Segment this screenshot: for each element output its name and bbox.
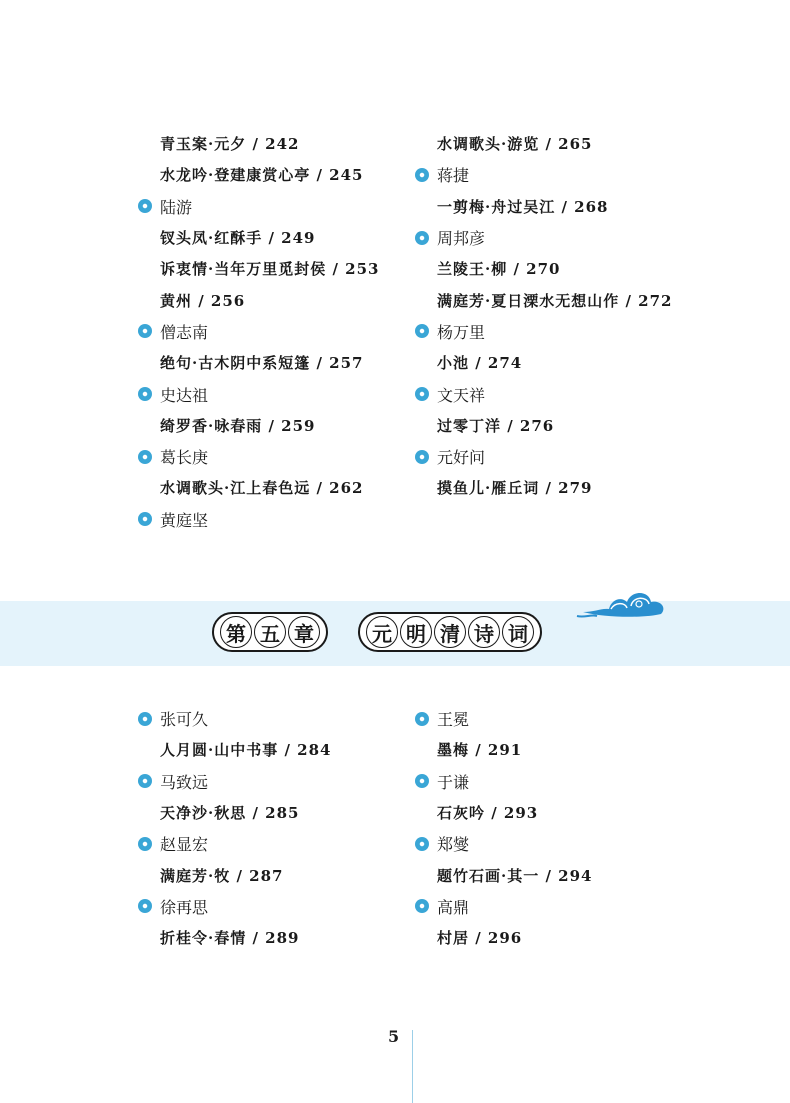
circle-bullet-icon (415, 324, 429, 338)
toc-entry (437, 284, 737, 315)
entry-title: 一剪梅·舟过吴江 / 268 (437, 197, 609, 216)
chapter-heading (212, 612, 542, 652)
entry-title: 人月圆·山中书事 / 284 (160, 741, 332, 760)
toc-entry (437, 347, 737, 378)
entry-title: 题竹石画·其一 / 294 (437, 866, 593, 885)
author-heading (138, 504, 460, 535)
circle-bullet-icon (138, 512, 152, 526)
toc-entry (160, 284, 460, 315)
toc-entry (437, 191, 737, 222)
author-name: 郑燮 (437, 835, 470, 855)
circle-bullet-icon (138, 387, 152, 401)
circle-bullet-icon (415, 774, 429, 788)
author-heading (415, 828, 737, 859)
toc-entry (437, 859, 737, 890)
chapter-title-char: 词 (502, 616, 534, 648)
entry-title: 青玉案·元夕 / 242 (160, 135, 300, 154)
author-name: 王冕 (437, 710, 470, 730)
entry-title: 过零丁洋 / 276 (437, 416, 555, 435)
author-name: 赵显宏 (160, 835, 209, 855)
author-heading (415, 222, 737, 253)
entry-title: 绮罗香·咏春雨 / 259 (160, 416, 316, 435)
entry-title: 水龙吟·登建康赏心亭 / 245 (160, 166, 364, 185)
entry-title: 满庭芳·夏日溧水无想山作 / 272 (437, 291, 673, 310)
author-name: 蒋捷 (437, 166, 470, 186)
toc-entry (437, 472, 737, 503)
toc-entry (437, 128, 737, 159)
cloud-decoration-icon (575, 582, 670, 622)
author-heading (415, 159, 737, 190)
author-heading (138, 766, 460, 797)
page-divider-line (412, 1030, 413, 1103)
author-heading (138, 441, 460, 472)
chapter-number-char: 第 (220, 616, 252, 648)
entry-title: 水调歌头·游览 / 265 (437, 135, 593, 154)
circle-bullet-icon (415, 899, 429, 913)
toc-entry (160, 347, 460, 378)
toc-entry (160, 859, 460, 890)
toc-entry (437, 922, 737, 953)
author-name: 马致远 (160, 772, 209, 792)
circle-bullet-icon (138, 324, 152, 338)
toc-entry (160, 922, 460, 953)
author-heading (138, 378, 460, 409)
chapter-title-char: 清 (434, 616, 466, 648)
author-name: 徐再思 (160, 897, 209, 917)
page-number: 5 (388, 1027, 400, 1046)
circle-bullet-icon (138, 450, 152, 464)
author-name: 陆游 (160, 197, 193, 217)
author-heading (415, 703, 737, 734)
toc-entry (437, 797, 737, 828)
circle-bullet-icon (415, 837, 429, 851)
author-heading (138, 191, 460, 222)
entry-title: 水调歌头·江上春色远 / 262 (160, 479, 364, 498)
toc-bottom-right-column (437, 703, 737, 953)
author-name: 僧志南 (160, 322, 209, 342)
entry-title: 天净沙·秋思 / 285 (160, 804, 300, 823)
author-name: 文天祥 (437, 385, 486, 405)
toc-entry (160, 734, 460, 765)
author-heading (415, 891, 737, 922)
chapter-title-char: 明 (400, 616, 432, 648)
entry-title: 兰陵王·柳 / 270 (437, 260, 561, 279)
entry-title: 绝句·古木阴中系短篷 / 257 (160, 354, 364, 373)
author-heading (138, 316, 460, 347)
circle-bullet-icon (138, 774, 152, 788)
circle-bullet-icon (415, 712, 429, 726)
circle-bullet-icon (138, 199, 152, 213)
entry-title: 墨梅 / 291 (437, 741, 523, 760)
toc-entry (160, 472, 460, 503)
author-name: 元好问 (437, 448, 486, 468)
circle-bullet-icon (138, 837, 152, 851)
circle-bullet-icon (415, 231, 429, 245)
toc-entry (160, 410, 460, 441)
circle-bullet-icon (415, 387, 429, 401)
entry-title: 黄州 / 256 (160, 291, 246, 310)
chapter-number-char: 章 (288, 616, 320, 648)
circle-bullet-icon (415, 450, 429, 464)
entry-title: 折桂令·春情 / 289 (160, 929, 300, 948)
toc-top-right-column (437, 128, 737, 504)
author-name: 于谦 (437, 772, 470, 792)
toc-entry (160, 253, 460, 284)
entry-title: 诉衷情·当年万里觅封侯 / 253 (160, 260, 380, 279)
entry-title: 小池 / 274 (437, 354, 523, 373)
author-heading (415, 766, 737, 797)
author-heading (138, 891, 460, 922)
chapter-number-char: 五 (254, 616, 286, 648)
author-heading (415, 378, 737, 409)
author-name: 黄庭坚 (160, 510, 209, 530)
circle-bullet-icon (138, 899, 152, 913)
author-name: 杨万里 (437, 322, 486, 342)
author-name: 史达祖 (160, 385, 209, 405)
circle-bullet-icon (138, 712, 152, 726)
author-name: 葛长庚 (160, 448, 209, 468)
toc-entry (437, 253, 737, 284)
entry-title: 石灰吟 / 293 (437, 804, 539, 823)
author-heading (415, 316, 737, 347)
author-heading (415, 441, 737, 472)
author-name: 周邦彦 (437, 229, 486, 249)
entry-title: 钗头凤·红酥手 / 249 (160, 229, 316, 248)
toc-entry (437, 734, 737, 765)
author-name: 张可久 (160, 710, 209, 730)
entry-title: 摸鱼儿·雁丘词 / 279 (437, 479, 593, 498)
chapter-title-char: 元 (366, 616, 398, 648)
chapter-number-badge (212, 612, 328, 652)
chapter-title-badge (358, 612, 542, 652)
toc-entry (437, 410, 737, 441)
circle-bullet-icon (415, 168, 429, 182)
entry-title: 村居 / 296 (437, 929, 523, 948)
toc-entry (160, 128, 460, 159)
toc-entry (160, 797, 460, 828)
author-heading (138, 828, 460, 859)
author-heading (138, 703, 460, 734)
entry-title: 满庭芳·牧 / 287 (160, 866, 284, 885)
author-name: 高鼎 (437, 897, 470, 917)
chapter-title-char: 诗 (468, 616, 500, 648)
